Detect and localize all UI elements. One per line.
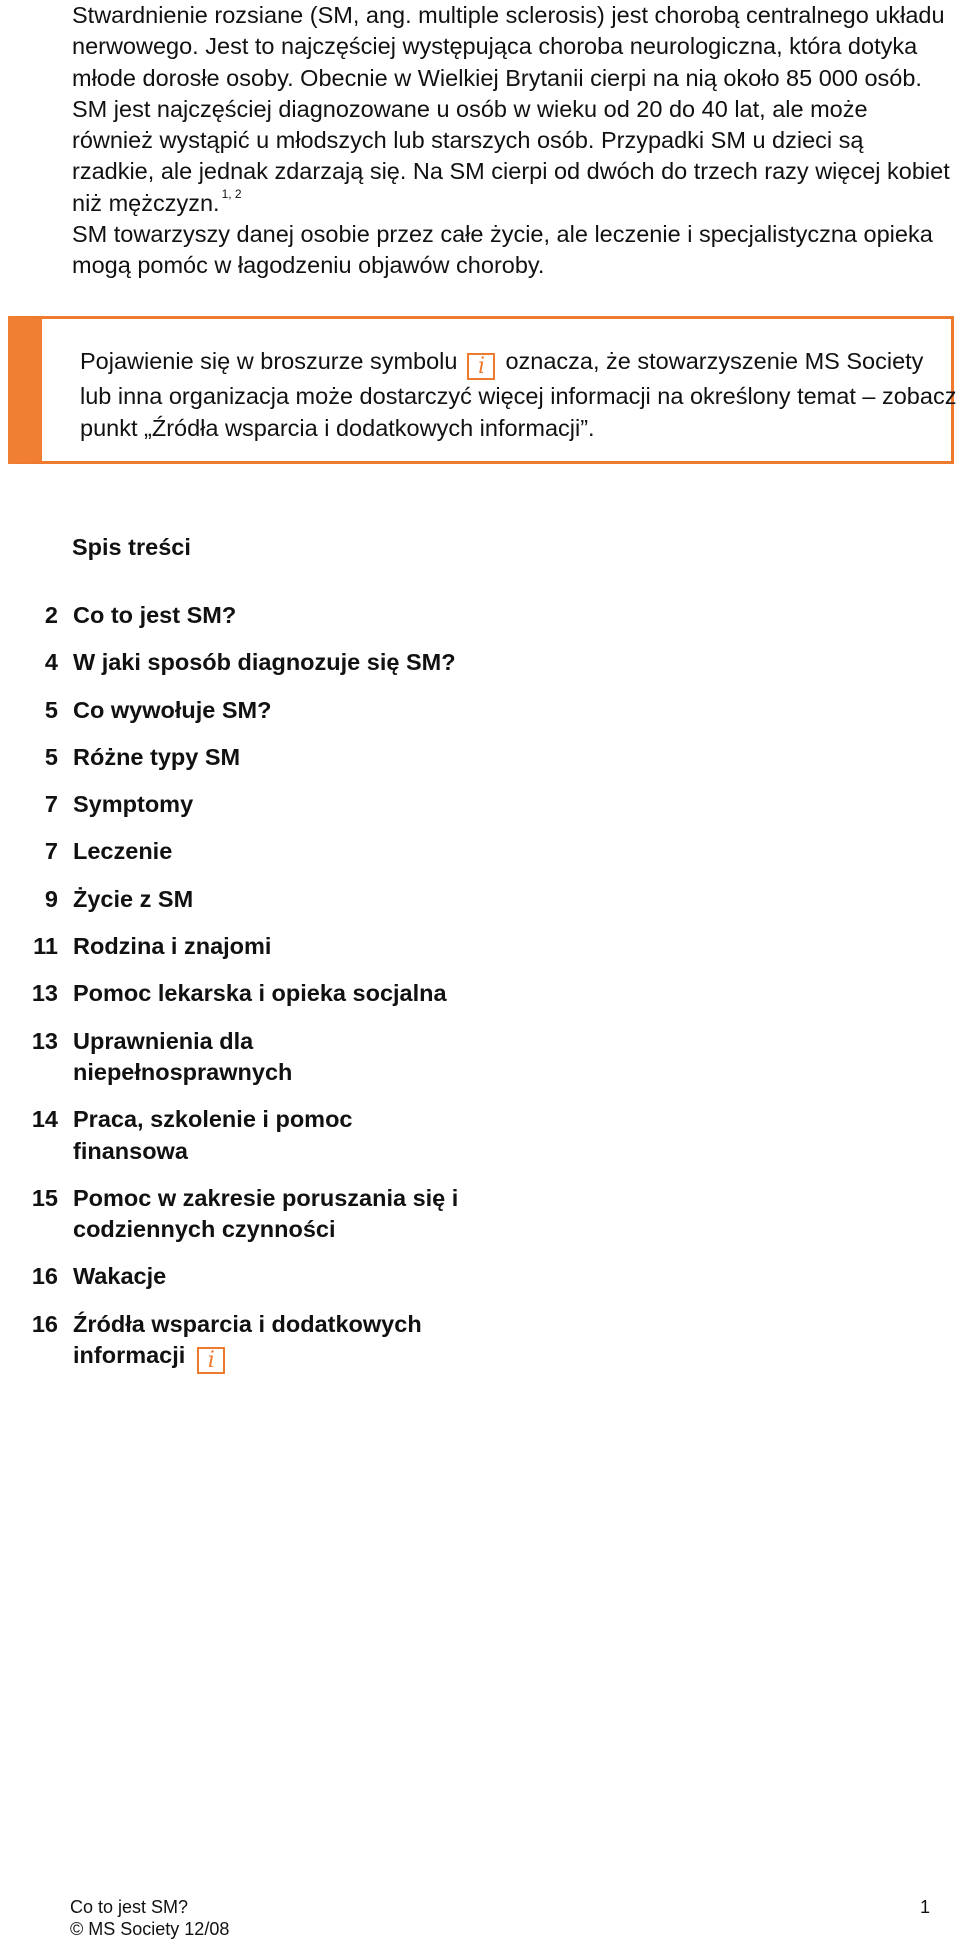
info-callout-box [8,316,957,464]
page-number: 1 [920,1897,931,1917]
toc-label: Uprawnienia dla niepełnosprawnych [73,1027,293,1085]
toc-page-number: 13 [31,980,58,1007]
toc-page-number: 5 [44,696,58,723]
intro-text-continued: SM towarzyszy danej osobie przez całe życie, ale leczenie i specjalistyczna opieka mogą pomóc w łagodzeniu objawów choroby. [72,221,933,279]
info-text-after: oznacza, że stowarzyszenie MS Society lub inna organizacja może dostarczyć więcej informacji na określony temat – zobacz punkt „Źródła wsparcia i dodatkowych informacji”. [80,348,957,441]
toc-title: Spis treści [72,534,191,560]
toc-label: Co to jest SM? [73,602,237,628]
toc-item[interactable] [0,789,600,820]
toc-label: Rodzina i znajomi [73,933,272,960]
toc-label: Symptomy [73,791,194,818]
toc-item[interactable] [0,931,600,962]
toc-label: Pomoc lekarska i opieka socjalna [73,980,447,1007]
toc-item[interactable] [0,1104,600,1167]
footer-copyright: © MS Society 12/08 [70,1919,230,1939]
toc-item[interactable] [0,695,600,726]
info-icon: i [467,353,495,380]
intro-paragraph [72,0,952,282]
toc-item[interactable] [0,836,600,867]
toc-page-number: 15 [31,1184,58,1211]
toc-label: Życie z SM [73,885,194,912]
table-of-contents [0,600,600,1390]
toc-page-number: 13 [31,1027,58,1054]
footer-document-title: Co to jest SM? [70,1897,189,1917]
info-callout-text [80,345,960,444]
toc-label-with-icon [73,1309,473,1374]
toc-page-number: 4 [44,649,58,676]
footer [70,1896,229,1940]
info-text-before: Pojawienie się w broszurze symbolu [80,348,458,374]
toc-item[interactable] [0,1309,600,1374]
toc-label: Różne typy SM [73,743,241,770]
footnote-reference: 1, 2 [221,186,242,201]
toc-page-number: 14 [31,1106,58,1133]
toc-label: Praca, szkolenie i pomoc finansowa [73,1106,353,1164]
toc-item[interactable] [0,1183,600,1246]
toc-label: Co wywołuje SM? [73,696,272,723]
toc-page-number: 11 [33,933,58,960]
toc-item[interactable] [0,600,600,631]
toc-item[interactable] [0,978,600,1009]
toc-item[interactable] [0,1261,600,1292]
toc-label: W jaki sposób diagnozuje się SM? [73,649,456,676]
toc-item[interactable] [0,1026,600,1089]
toc-page-number: 7 [44,791,58,818]
toc-item[interactable] [0,884,600,915]
info-icon: i [197,1347,225,1374]
toc-page-number: 7 [44,838,58,865]
toc-label: Pomoc w zakresie poruszania się i codziennych czynności [73,1184,459,1243]
toc-page-number: 9 [44,885,58,912]
toc-page-number: 5 [44,743,58,770]
toc-page-number: 16 [31,1310,58,1337]
intro-text: Stwardnienie rozsiane (SM, ang. multiple sclerosis) jest chorobą centralnego układu nerwowego. Jest to najczęściej występująca choroba neurologiczna, która dotyka młode dorosłe osoby. Obecnie w Wielkiej Brytanii cierpi na nią około 85 000 osób. SM jest najczęściej diagnozowane u osób w wieku od 20 do 40 lat, ale może również wystąpić u młodszych lub starszych osób. Przypadki SM u dzieci są rzadkie, ale jednak zdarzają się. Na SM cierpi od dwóch do trzech razy więcej kobiet niż mężczyzn. [72,2,950,216]
toc-label: Leczenie [73,838,173,865]
toc-page-number: 2 [44,602,58,628]
toc-label: Wakacje [73,1263,167,1290]
toc-item[interactable] [0,647,600,678]
toc-item[interactable] [0,742,600,773]
toc-page-number: 16 [31,1263,58,1290]
toc-label-text: Źródła wsparcia i dodatkowych informacji [73,1310,422,1369]
